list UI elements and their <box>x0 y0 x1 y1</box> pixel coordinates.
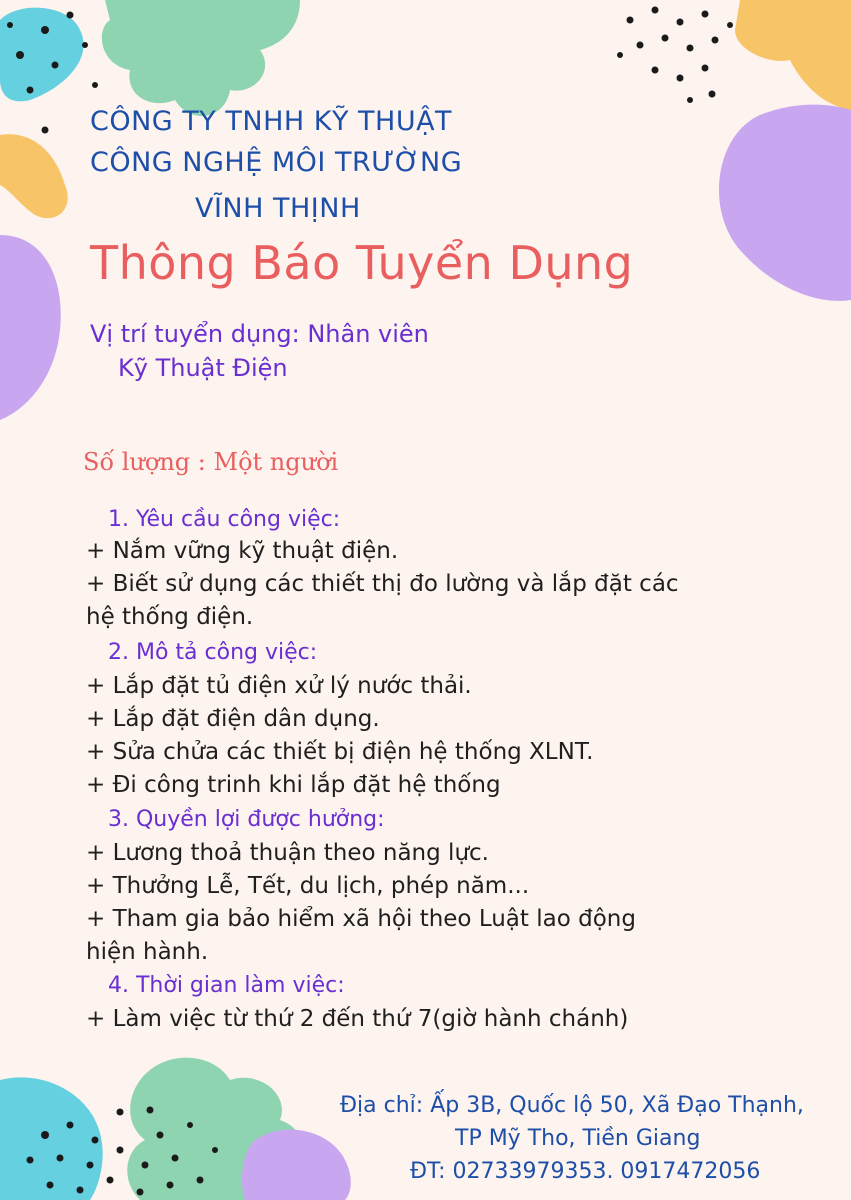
yellow-blob-top-right <box>735 0 851 110</box>
dot-pattern-top-right <box>617 7 733 104</box>
section-line: + Nắm vững kỹ thuật điện. <box>86 538 399 564</box>
quantity-label: Số lượng : Một người <box>83 448 339 476</box>
teal-blob-bottom-left <box>0 1077 103 1200</box>
section-title-benefits: 3. Quyền lợi được hưởng: <box>108 807 385 832</box>
company-name-line-2: CÔNG NGHỆ MÔI TRƯỜNG <box>90 147 463 178</box>
purple-blob-left <box>0 235 61 420</box>
section-line: + Lắp đặt tủ điện xử lý nước thải. <box>86 673 472 699</box>
section-line: + Làm việc từ thứ 2 đến thứ 7(giờ hành chánh) <box>86 1006 629 1032</box>
section-line: + Lắp đặt điện dân dụng. <box>86 706 380 732</box>
address-line-1: Địa chỉ: Ấp 3B, Quốc lộ 50, Xã Đạo Thạnh, <box>340 1093 804 1118</box>
section-line: + Biết sử dụng các thiết thị đo lường và lắp đặt các <box>86 571 679 597</box>
section-title-requirements: 1. Yêu cầu công việc: <box>108 507 341 532</box>
section-title-working-hours: 4. Thời gian làm việc: <box>108 973 345 998</box>
section-line: + Thưởng Lễ, Tết, du lịch, phép năm... <box>86 873 530 899</box>
phone-numbers: ĐT: 02733979353. 0917472056 <box>410 1159 761 1184</box>
company-name-line-1: CÔNG TY TNHH KỸ THUẬT <box>90 106 453 137</box>
section-line: + Đi công trinh khi lắp đặt hệ thống <box>86 772 501 798</box>
teal-blob-top-left <box>0 8 84 102</box>
section-line: hệ thống điện. <box>86 604 254 630</box>
position-line-1: Vị trí tuyển dụng: Nhân viên <box>90 320 429 348</box>
purple-blob-bottom <box>242 1130 351 1200</box>
yellow-blob-left <box>0 134 68 218</box>
section-line: hiện hành. <box>86 939 209 965</box>
company-name-line-3: VĨNH THỊNH <box>195 193 361 224</box>
address-line-2: TP Mỹ Tho, Tiền Giang <box>455 1126 701 1151</box>
section-line: + Sửa chửa các thiết bị điện hệ thống XLNT. <box>86 739 594 765</box>
recruitment-headline: Thông Báo Tuyển Dụng <box>90 236 634 290</box>
section-line: + Tham gia bảo hiểm xã hội theo Luật lao động <box>86 906 636 932</box>
section-line: + Lương thoả thuận theo năng lực. <box>86 840 489 866</box>
green-leaf-top <box>102 0 300 116</box>
purple-blob-right <box>719 105 851 301</box>
position-line-2: Kỹ Thuật Điện <box>118 354 288 382</box>
section-title-description: 2. Mô tả công việc: <box>108 640 318 665</box>
